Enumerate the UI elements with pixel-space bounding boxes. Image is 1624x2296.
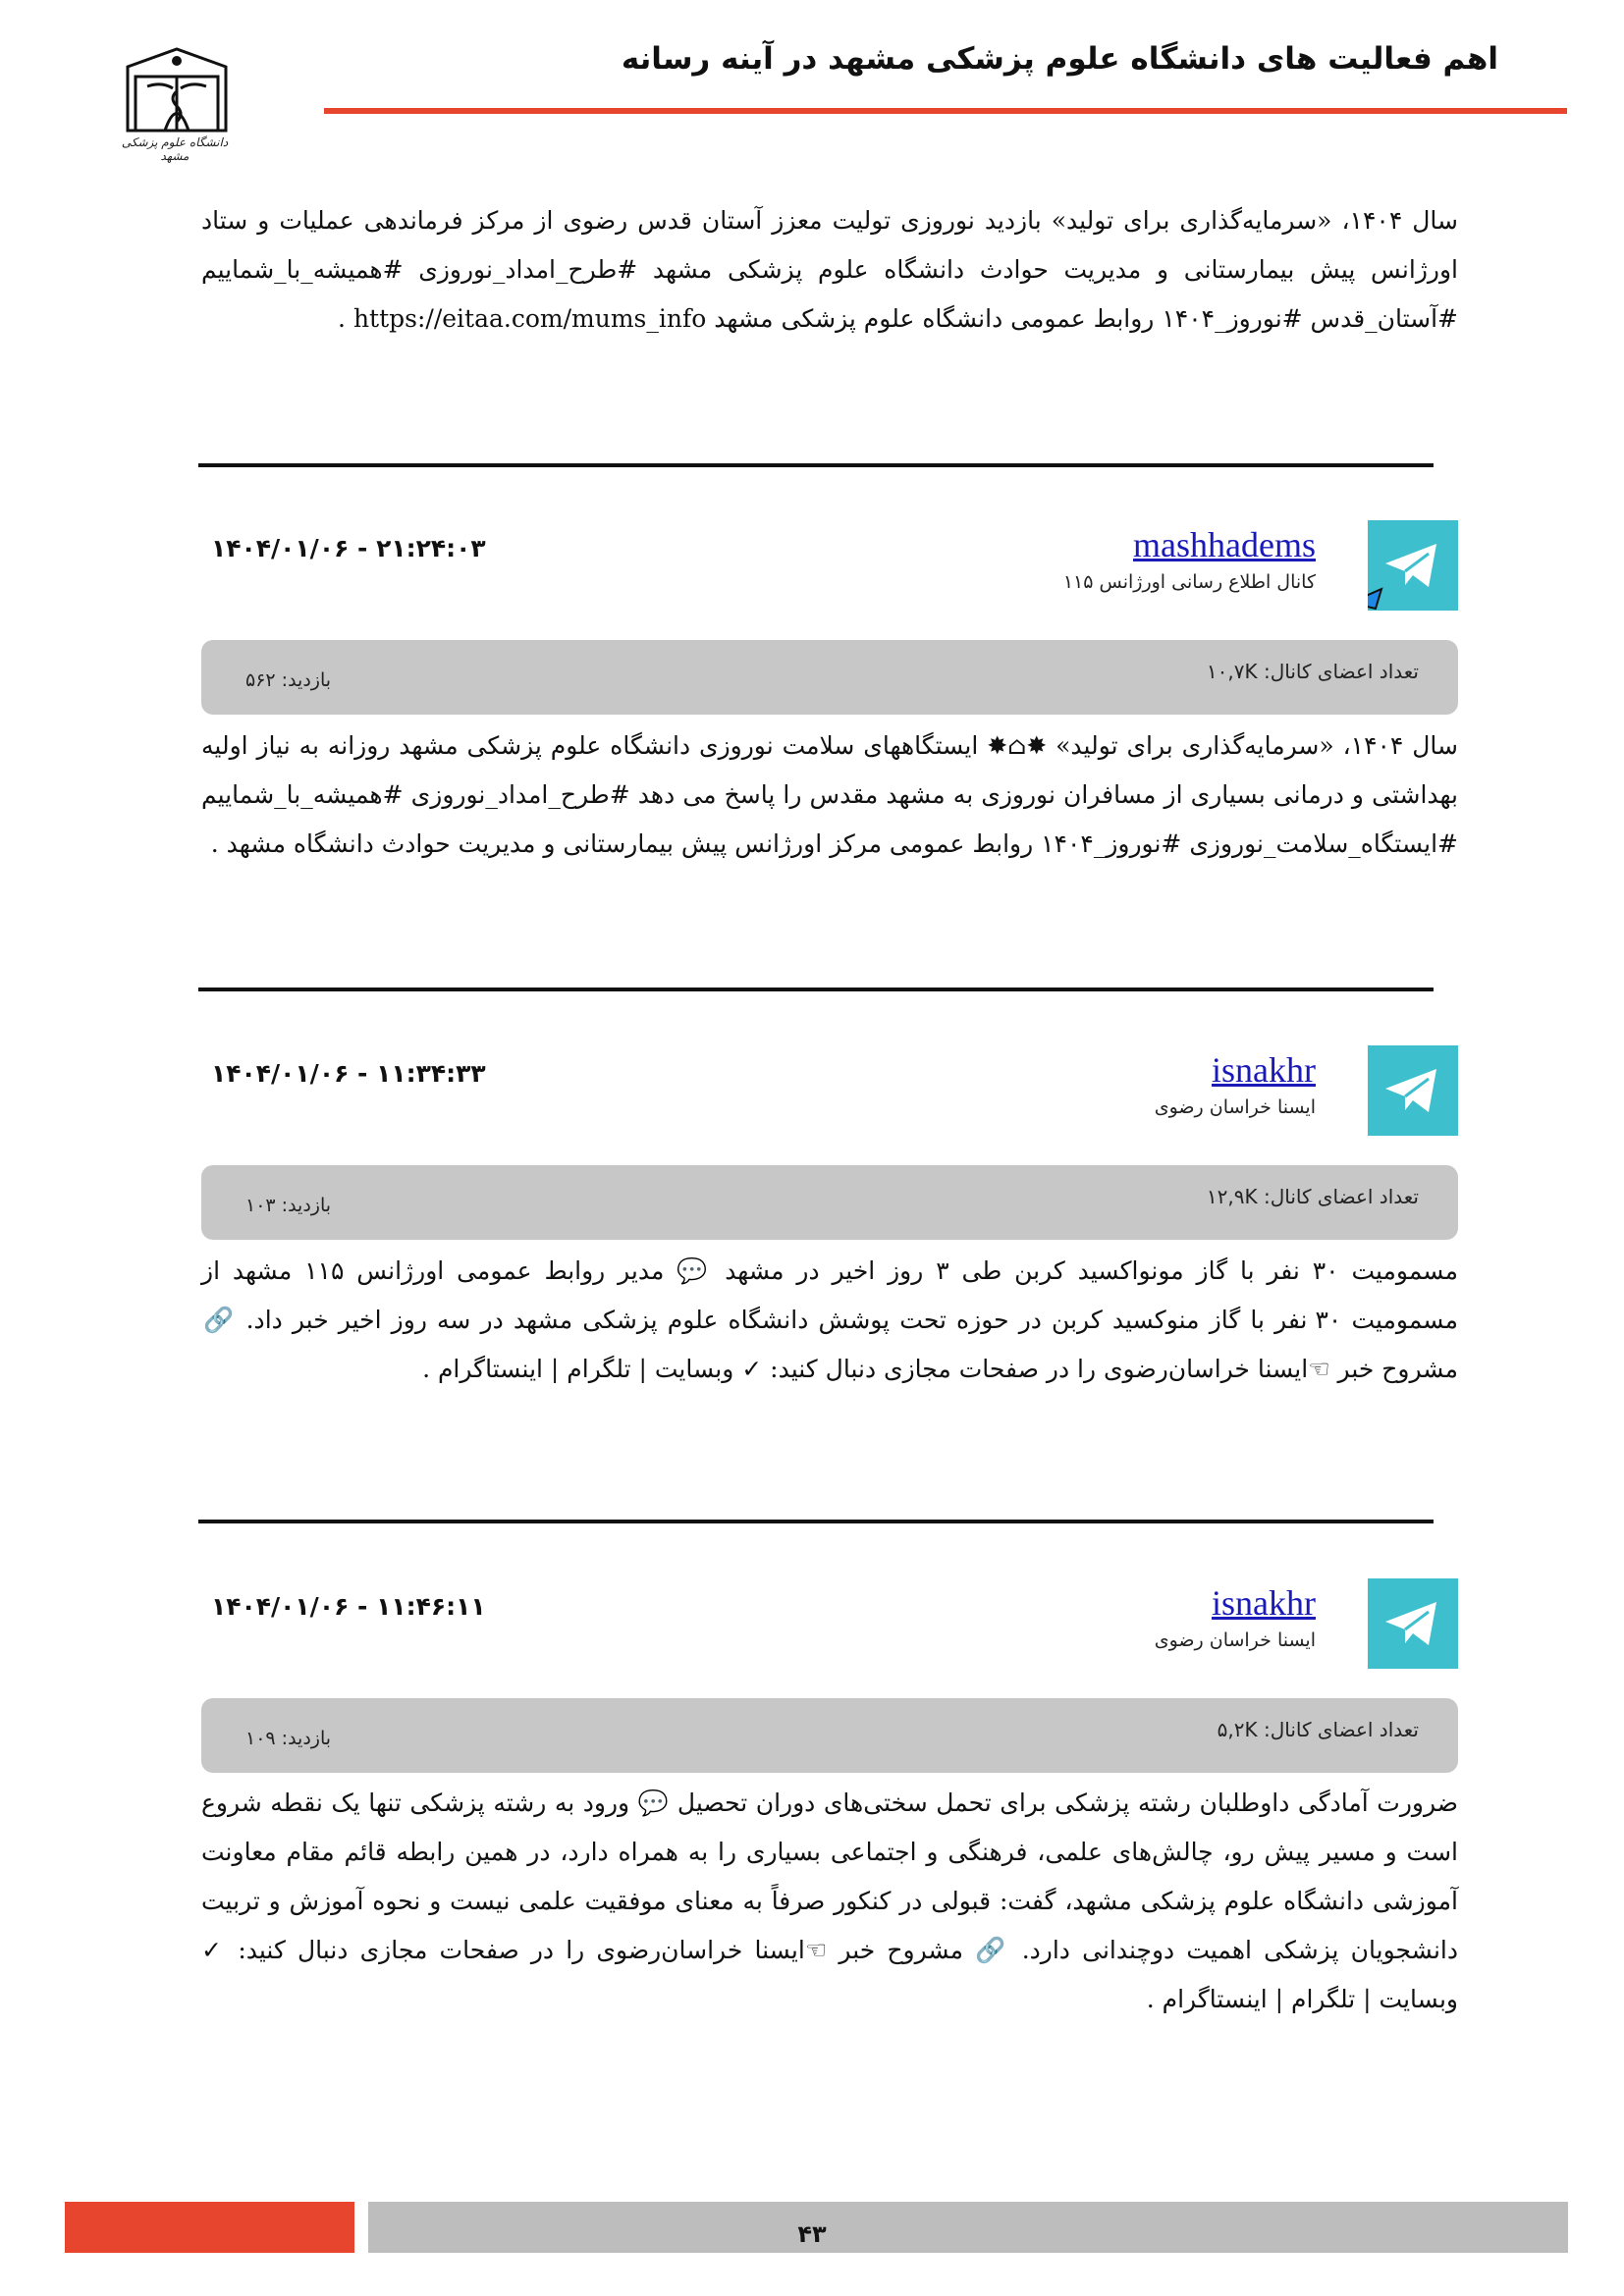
post-separator xyxy=(198,1520,1434,1523)
telegram-icon xyxy=(1368,1578,1458,1669)
members-count xyxy=(1207,660,1419,683)
post-header xyxy=(201,1578,1458,1677)
post-date: ۱۴۰۴/۰۱/۰۶ - ۱۱:۴۶:۱۱ xyxy=(211,1592,486,1621)
stats-bar xyxy=(201,640,1458,715)
views-value: ۵۶۲ xyxy=(245,669,276,691)
page-number: ۴۳ xyxy=(797,2220,827,2248)
views-label: بازدید: xyxy=(281,1728,332,1749)
post-date: ۱۴۰۴/۰۱/۰۶ - ۲۱:۲۴:۰۳ xyxy=(211,534,486,562)
page-title: اهم فعالیت های دانشگاه علوم پزشکی مشهد در آینه رسانه xyxy=(621,41,1498,77)
post-header xyxy=(201,520,1458,618)
views-value: ۱۰۳ xyxy=(245,1195,276,1216)
members-value: ۱۲,۹K xyxy=(1206,1185,1258,1208)
members-label: تعداد اعضای کانال: xyxy=(1263,660,1419,683)
channel-name-link[interactable]: isnakhr xyxy=(1212,1583,1316,1623)
views-count xyxy=(245,1728,331,1749)
post-separator xyxy=(198,463,1434,467)
post-header xyxy=(201,1045,1458,1144)
telegram-icon xyxy=(1368,520,1458,611)
members-label: تعداد اعضای کانال: xyxy=(1263,1718,1419,1741)
post-text: مسمومیت ۳۰ نفر با گاز مونواکسید کربن طی ۳ روز اخیر در مشهد 💬 مدیر روابط عمومی اورژانس ۱۱۵ مشهد از مسمومیت ۳۰ نفر با گاز منوکسید کربن در حوزه تحت پوشش دانشگاه علوم پزشکی مشهد در سه روز اخیر خبر داد. 🔗 مشروح خبر ☜ایسنا خراسان‌رضوی را در صفحات مجازی دنبال کنید: ✓ وبسایت | تلگرام | اینستاگرام . xyxy=(201,1256,1458,1383)
channel-description: ایسنا خراسان رضوی xyxy=(1154,1096,1316,1118)
stats-bar xyxy=(201,1698,1458,1773)
views-value: ۱۰۹ xyxy=(245,1728,276,1749)
members-value: ۵,۲K xyxy=(1217,1718,1258,1741)
channel-name-link[interactable]: isnakhr xyxy=(1212,1050,1316,1090)
post-text-intro: سال ۱۴۰۴، «سرمایه‌گذاری برای تولید» بازدید نوروزی تولیت معزز آستان قدس رضوی از مرکز فرماندهی عملیات و ستاد اورژانس پیش بیمارستانی و مدیریت حوادث دانشگاه علوم پزشکی مشهد #طرح_امداد_نوروزی #همیشه_با_شماییم #آستان_قدس #نوروز_۱۴۰۴ روابط عمومی دانشگاه علوم پزشکی مشهد https://eitaa.com/mums_info . xyxy=(201,206,1458,333)
logo-caption: دانشگاه علوم پزشکی مشهد xyxy=(121,135,229,163)
post-date: ۱۴۰۴/۰۱/۰۶ - ۱۱:۳۴:۳۳ xyxy=(211,1059,486,1088)
post-separator xyxy=(198,988,1434,991)
post-text: ضرورت آمادگی داوطلبان رشته پزشکی برای تحمل سختی‌های دوران تحصیل 💬 ورود به رشته پزشکی تنها یک نقطه شروع است و مسیر پیش رو، چالش‌های علمی، فرهنگی و اجتماعی بسیاری را به همراه دارد، در همین رابطه قائم مقام معاونت آموزشی دانشگاه علوم پزشکی مشهد، گفت: قبولی در کنکور صرفاً به معنای موفقیت علمی نیست و نحوه آموزش و تربیت دانشجویان پزشکی اهمیت دوچندانی دارد. 🔗 مشروح خبر ☜ایسنا خراسان‌رضوی را در صفحات مجازی دنبال کنید: ✓ وبسایت | تلگرام | اینستاگرام . xyxy=(201,1789,1458,2013)
channel-name-link[interactable]: mashhadems xyxy=(1133,525,1316,564)
members-count xyxy=(1218,1718,1419,1741)
views-label: بازدید: xyxy=(281,1195,332,1216)
views-count xyxy=(245,669,331,691)
views-count xyxy=(245,1195,331,1216)
stats-bar xyxy=(201,1165,1458,1240)
members-count xyxy=(1207,1185,1419,1208)
header-accent-line xyxy=(324,108,1567,114)
views-label: بازدید: xyxy=(281,669,332,691)
members-label: تعداد اعضای کانال: xyxy=(1263,1185,1419,1208)
channel-description: کانال اطلاع رسانی اورژانس ۱۱۵ xyxy=(1062,571,1316,593)
channel-description: ایسنا خراسان رضوی xyxy=(1154,1629,1316,1651)
members-value: ۱۰,۷K xyxy=(1206,660,1258,683)
post-text: سال ۱۴۰۴، «سرمایه‌گذاری برای تولید» ✸⌂✸ ایستگاههای سلامت نوروزی دانشگاه علوم پزشکی مشهد روزانه به نیاز اولیه بهداشتی و درمانی بسیاری از مسافران نوروزی به مشهد مقدس را پاسخ می دهد #طرح_امداد_نوروزی #همیشه_با_شماییم #ایستگاه_سلامت_نوروزی #نوروز_۱۴۰۴ روابط عمومی مرکز اورژانس پیش بیمارستانی و مدیریت حوادث دانشگاه مشهد . xyxy=(201,731,1458,858)
telegram-icon xyxy=(1368,1045,1458,1136)
